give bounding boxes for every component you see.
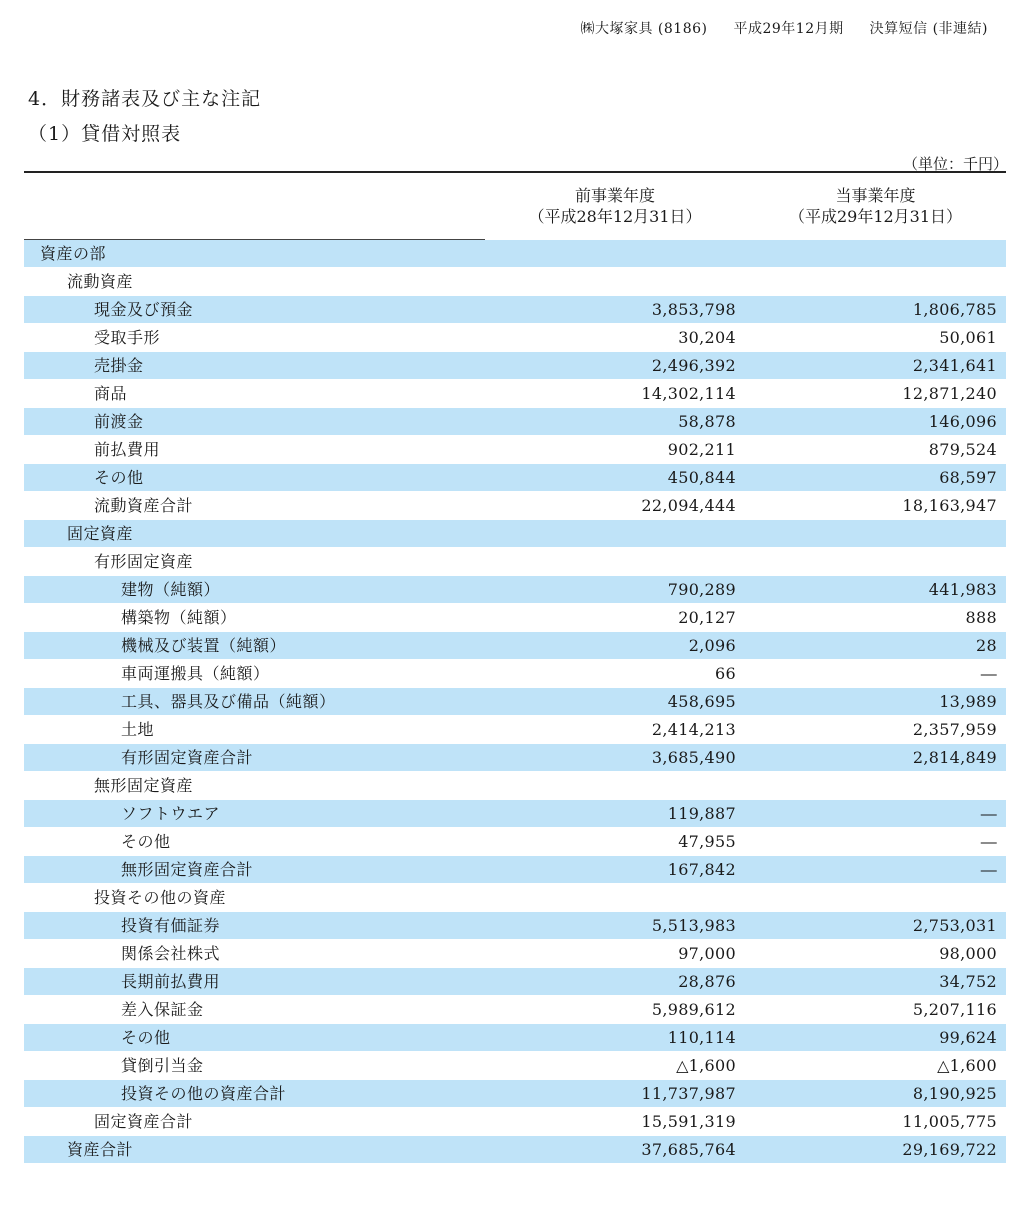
curr-period-value: ―	[745, 828, 1006, 856]
prev-period-value: △1,600	[485, 1052, 745, 1080]
curr-period-date: （平成29年12月31日）	[788, 207, 963, 227]
curr-period-value: △1,600	[745, 1052, 1006, 1080]
curr-period-value	[745, 772, 1006, 800]
row-label: 無形固定資産	[24, 772, 485, 800]
curr-period-value	[745, 520, 1006, 548]
curr-period-value: 12,871,240	[745, 380, 1006, 408]
curr-period-value	[745, 268, 1006, 296]
prev-period-value: 3,685,490	[485, 744, 745, 772]
curr-period-value: 99,624	[745, 1024, 1006, 1052]
row-label: 機械及び装置（純額）	[24, 632, 485, 660]
table-row	[24, 240, 1006, 268]
curr-period-header	[745, 172, 1006, 240]
prev-period-value	[485, 268, 745, 296]
prev-period-value: 37,685,764	[485, 1136, 745, 1164]
table-row	[24, 408, 1006, 436]
table-row	[24, 940, 1006, 968]
table-row	[24, 492, 1006, 520]
prev-period-header	[485, 172, 745, 240]
table-row	[24, 268, 1006, 296]
curr-period-value: ―	[745, 660, 1006, 688]
row-label: 流動資産合計	[24, 492, 485, 520]
row-label: 長期前払費用	[24, 968, 485, 996]
curr-period-value: 146,096	[745, 408, 1006, 436]
balance-sheet-table	[24, 171, 1006, 1164]
prev-period-value: 2,096	[485, 632, 745, 660]
prev-period-value: 119,887	[485, 800, 745, 828]
row-label: 固定資産合計	[24, 1108, 485, 1136]
row-label: 現金及び預金	[24, 296, 485, 324]
table-row	[24, 296, 1006, 324]
row-label: 有形固定資産	[24, 548, 485, 576]
curr-period-value: 18,163,947	[745, 492, 1006, 520]
table-row	[24, 744, 1006, 772]
curr-period-value: 34,752	[745, 968, 1006, 996]
prev-period-value: 790,289	[485, 576, 745, 604]
company-name: ㈱大塚家具 (8186)	[580, 21, 708, 37]
curr-period-value: 2,341,641	[745, 352, 1006, 380]
table-row	[24, 604, 1006, 632]
curr-period-value: 29,169,722	[745, 1136, 1006, 1164]
prev-period-value: 30,204	[485, 324, 745, 352]
prev-period-value	[485, 240, 745, 268]
prev-period-value: 20,127	[485, 604, 745, 632]
row-label: 商品	[24, 380, 485, 408]
prev-period-value	[485, 520, 745, 548]
curr-period-value: ―	[745, 800, 1006, 828]
table-row	[24, 688, 1006, 716]
prev-period-value: 22,094,444	[485, 492, 745, 520]
table-row	[24, 1080, 1006, 1108]
prev-period-value: 15,591,319	[485, 1108, 745, 1136]
row-label: 売掛金	[24, 352, 485, 380]
table-row	[24, 548, 1006, 576]
row-label: 投資その他の資産合計	[24, 1080, 485, 1108]
row-label: 構築物（純額）	[24, 604, 485, 632]
row-label: 無形固定資産合計	[24, 856, 485, 884]
curr-period-value: 5,207,116	[745, 996, 1006, 1024]
table-row	[24, 912, 1006, 940]
prev-period-value: 458,695	[485, 688, 745, 716]
curr-period-value: 50,061	[745, 324, 1006, 352]
prev-period-value: 97,000	[485, 940, 745, 968]
curr-period-value	[745, 548, 1006, 576]
row-label: 土地	[24, 716, 485, 744]
table-row	[24, 1136, 1006, 1164]
prev-period-value: 2,496,392	[485, 352, 745, 380]
curr-period-value: 879,524	[745, 436, 1006, 464]
curr-period-value: 28	[745, 632, 1006, 660]
curr-period-value: 11,005,775	[745, 1108, 1006, 1136]
prev-period-date: （平成28年12月31日）	[528, 207, 702, 227]
table-header-row	[24, 172, 1006, 240]
curr-period-title: 当事業年度	[835, 186, 916, 206]
row-label: ソフトウエア	[24, 800, 485, 828]
curr-period-value	[745, 240, 1006, 268]
prev-period-value	[485, 772, 745, 800]
table-row	[24, 884, 1006, 912]
table-row	[24, 632, 1006, 660]
prev-period-title: 前事業年度	[574, 186, 655, 206]
table-row	[24, 968, 1006, 996]
prev-period-value: 3,853,798	[485, 296, 745, 324]
curr-period-value: 441,983	[745, 576, 1006, 604]
table-row	[24, 828, 1006, 856]
curr-period-value: 1,806,785	[745, 296, 1006, 324]
curr-period-value: 2,814,849	[745, 744, 1006, 772]
table-row	[24, 576, 1006, 604]
table-row	[24, 1052, 1006, 1080]
row-label: 貸倒引当金	[24, 1052, 485, 1080]
row-label: 前払費用	[24, 436, 485, 464]
table-row	[24, 800, 1006, 828]
row-label: 関係会社株式	[24, 940, 485, 968]
row-label: 建物（純額）	[24, 576, 485, 604]
table-row	[24, 716, 1006, 744]
table-row	[24, 352, 1006, 380]
prev-period-value: 11,737,987	[485, 1080, 745, 1108]
table-row	[24, 380, 1006, 408]
label-column-header	[24, 172, 485, 240]
fiscal-period: 平成29年12月期	[733, 21, 844, 37]
row-label: その他	[24, 828, 485, 856]
table-row	[24, 464, 1006, 492]
table-row	[24, 660, 1006, 688]
unit-label: （単位：千円）	[902, 155, 1008, 173]
table-row	[24, 1108, 1006, 1136]
prev-period-value: 28,876	[485, 968, 745, 996]
row-label: その他	[24, 1024, 485, 1052]
table-row	[24, 324, 1006, 352]
prev-period-value: 450,844	[485, 464, 745, 492]
curr-period-value: 13,989	[745, 688, 1006, 716]
curr-period-value: 8,190,925	[745, 1080, 1006, 1108]
row-label: 差入保証金	[24, 996, 485, 1024]
table-row	[24, 772, 1006, 800]
row-label: 資産の部	[24, 240, 485, 268]
prev-period-value: 47,955	[485, 828, 745, 856]
curr-period-value: 68,597	[745, 464, 1006, 492]
document-header	[580, 18, 988, 38]
table-row	[24, 436, 1006, 464]
row-label: 流動資産	[24, 268, 485, 296]
row-label: 資産合計	[24, 1136, 485, 1164]
row-label: 車両運搬具（純額）	[24, 660, 485, 688]
curr-period-value	[745, 884, 1006, 912]
prev-period-value: 5,989,612	[485, 996, 745, 1024]
section-title: 4．財務諸表及び主な注記	[28, 88, 262, 110]
report-type: 決算短信 (非連結)	[869, 21, 988, 37]
row-label: 有形固定資産合計	[24, 744, 485, 772]
curr-period-value: 2,357,959	[745, 716, 1006, 744]
row-label: 投資その他の資産	[24, 884, 485, 912]
sub-title: （1）貸借対照表	[28, 123, 182, 145]
curr-period-value: ―	[745, 856, 1006, 884]
row-label: 前渡金	[24, 408, 485, 436]
curr-period-value: 888	[745, 604, 1006, 632]
row-label: その他	[24, 464, 485, 492]
prev-period-value: 110,114	[485, 1024, 745, 1052]
row-label: 投資有価証券	[24, 912, 485, 940]
curr-period-value: 2,753,031	[745, 912, 1006, 940]
prev-period-value: 58,878	[485, 408, 745, 436]
curr-period-value: 98,000	[745, 940, 1006, 968]
prev-period-value: 66	[485, 660, 745, 688]
prev-period-value: 902,211	[485, 436, 745, 464]
row-label: 固定資産	[24, 520, 485, 548]
prev-period-value: 167,842	[485, 856, 745, 884]
row-label: 工具、器具及び備品（純額）	[24, 688, 485, 716]
table-row	[24, 856, 1006, 884]
prev-period-value: 14,302,114	[485, 380, 745, 408]
prev-period-value: 2,414,213	[485, 716, 745, 744]
table-row	[24, 1024, 1006, 1052]
prev-period-value: 5,513,983	[485, 912, 745, 940]
table-row	[24, 520, 1006, 548]
prev-period-value	[485, 548, 745, 576]
row-label: 受取手形	[24, 324, 485, 352]
table-row	[24, 996, 1006, 1024]
balance-sheet-body	[24, 240, 1006, 1164]
prev-period-value	[485, 884, 745, 912]
